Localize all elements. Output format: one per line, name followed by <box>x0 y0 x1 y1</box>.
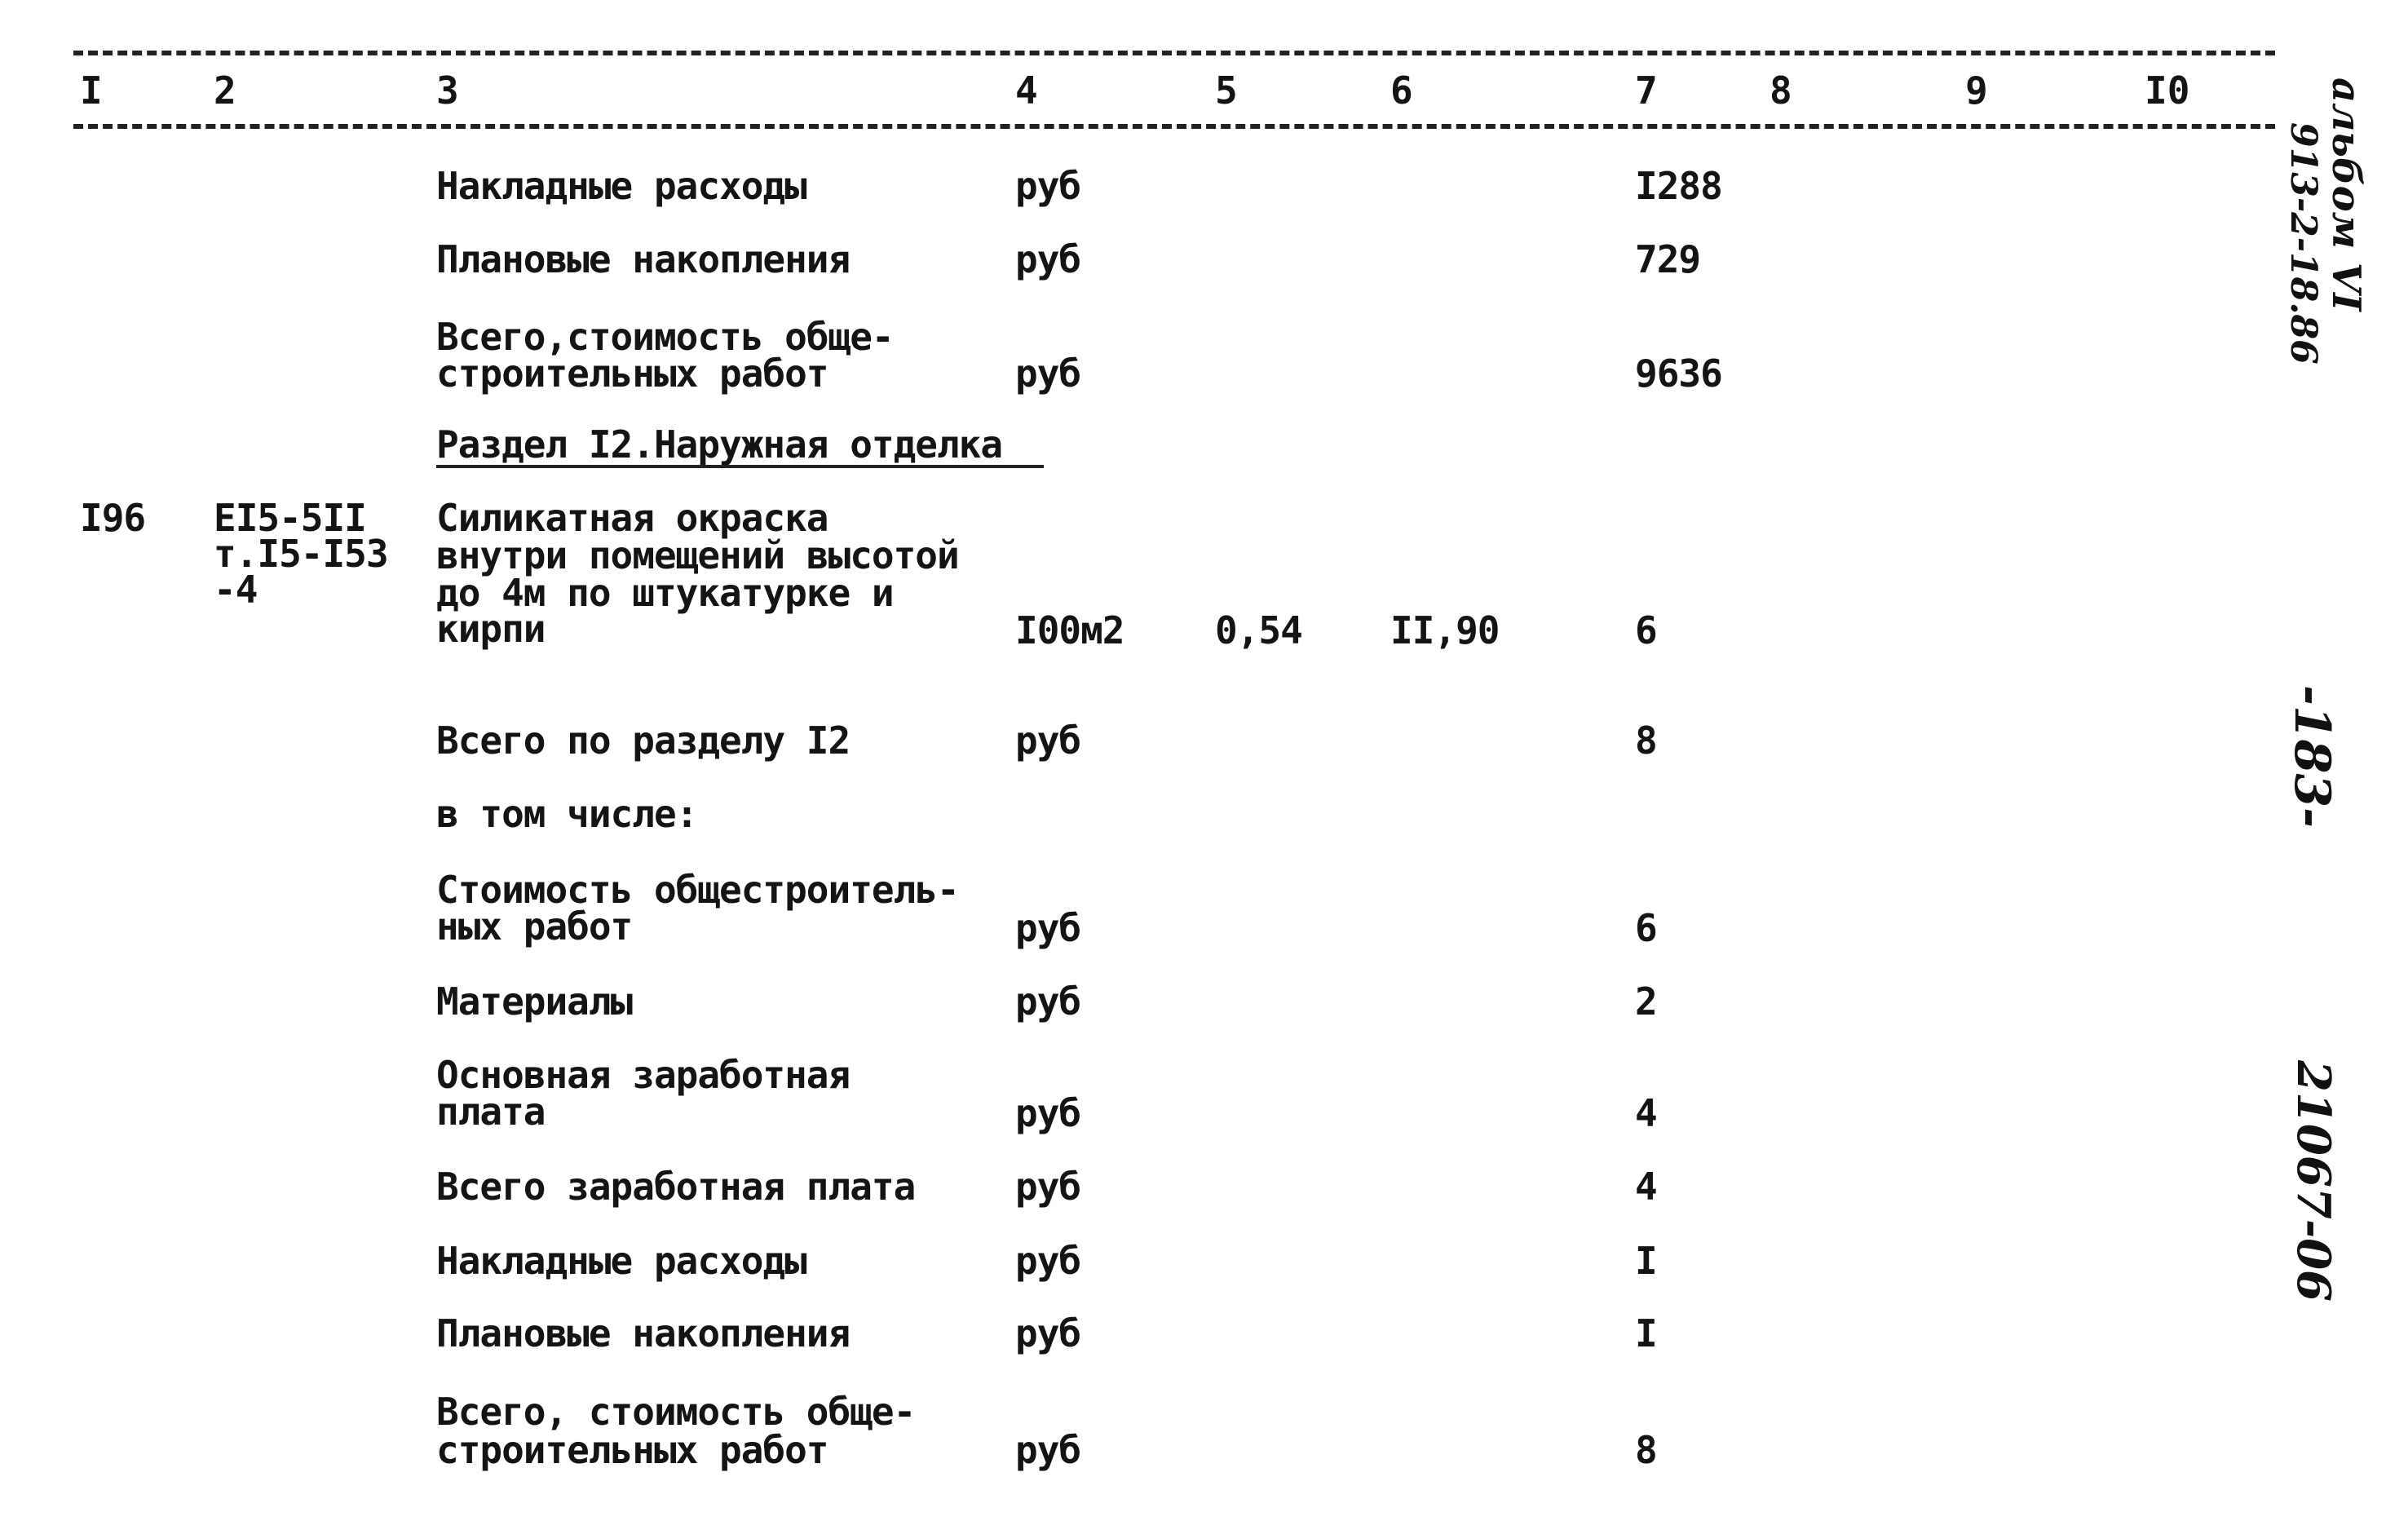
item-desc-line1: Силикатная окраска <box>436 496 828 540</box>
col-header-10: I0 <box>2145 69 2190 113</box>
item-number: I96 <box>80 496 146 540</box>
row-total: I <box>1635 1311 1657 1355</box>
row-unit: руб <box>1015 1239 1081 1283</box>
row-unit: руб <box>1015 1091 1081 1135</box>
item-desc-line2: внутри помещений высотой <box>436 533 959 577</box>
item-unit: I00м2 <box>1015 608 1124 652</box>
item-code-line2: т.I5-I53 <box>214 532 388 576</box>
row-unit: руб <box>1015 979 1081 1024</box>
row-total: I <box>1635 1239 1657 1283</box>
item-code-line3: -4 <box>214 568 258 612</box>
col-header-7: 7 <box>1635 69 1658 113</box>
item-total: 6 <box>1635 608 1657 652</box>
row-desc: Плановые накопления <box>436 1311 851 1355</box>
row-desc: Материалы <box>436 979 633 1024</box>
row-unit: руб <box>1015 1165 1081 1209</box>
col-header-6: 6 <box>1390 69 1413 113</box>
row-unit: руб <box>1015 1311 1081 1355</box>
item-code-line1: EI5-5II <box>214 496 366 540</box>
album-annotation: альбом VI <box>2323 77 2369 312</box>
stamp-number-annotation: 21067-06 <box>2286 1060 2340 1302</box>
section-heading: Раздел I2.Наружная отделка <box>436 422 1003 466</box>
row-unit: руб <box>1015 237 1081 281</box>
row-total: 729 <box>1635 237 1701 281</box>
row-total: 9636 <box>1635 352 1722 396</box>
col-header-3: 3 <box>436 69 459 113</box>
row-total: 4 <box>1635 1091 1657 1135</box>
header-bottom-rule <box>73 124 2275 129</box>
row-desc: Накладные расходы <box>436 1239 806 1283</box>
row-desc: Плановые накопления <box>436 237 851 281</box>
row-unit: руб <box>1015 1428 1081 1472</box>
col-header-5: 5 <box>1215 69 1238 113</box>
page-number-annotation: -183- <box>2283 685 2340 829</box>
row-desc-line2: ных работ <box>436 904 633 948</box>
row-desc-line1: Всего,стоимость обще- <box>436 315 894 359</box>
col-header-4: 4 <box>1015 69 1038 113</box>
header-top-rule <box>73 51 2275 55</box>
row-total: 6 <box>1635 906 1657 950</box>
row-desc-line1: Стоимость общестроитель- <box>436 868 959 912</box>
row-desc-line1: Всего, стоимость обще- <box>436 1390 916 1434</box>
row-desc-line2: строительных работ <box>436 352 828 396</box>
row-unit: руб <box>1015 164 1081 208</box>
item-quantity: 0,54 <box>1215 608 1302 652</box>
row-total: 8 <box>1635 1428 1657 1472</box>
row-total: 8 <box>1635 718 1657 763</box>
col-header-9: 9 <box>1965 69 1988 113</box>
row-desc-line1: Основная заработная <box>436 1053 851 1097</box>
row-total: 4 <box>1635 1165 1657 1209</box>
row-desc: Всего по разделу I2 <box>436 718 851 763</box>
item-unit-price: II,90 <box>1390 608 1500 652</box>
col-header-1: I <box>80 69 103 113</box>
item-desc-line3: до 4м по штукатурке и <box>436 571 894 615</box>
row-desc-line2: плата <box>436 1090 546 1134</box>
row-total: 2 <box>1635 979 1657 1024</box>
row-desc-line2: строительных работ <box>436 1428 828 1472</box>
col-header-2: 2 <box>214 69 236 113</box>
row-unit: руб <box>1015 906 1081 950</box>
row-unit: руб <box>1015 718 1081 763</box>
row-desc: Всего заработная плата <box>436 1165 916 1209</box>
row-desc: в том числе: <box>436 792 698 836</box>
row-total: I288 <box>1635 164 1722 208</box>
project-code-annotation: 913-2-18.86 <box>2282 122 2324 365</box>
section-heading-underline <box>436 465 1044 468</box>
row-unit: руб <box>1015 352 1081 396</box>
col-header-8: 8 <box>1770 69 1792 113</box>
row-desc: Накладные расходы <box>436 164 806 208</box>
item-desc-line4: кирпи <box>436 607 546 651</box>
